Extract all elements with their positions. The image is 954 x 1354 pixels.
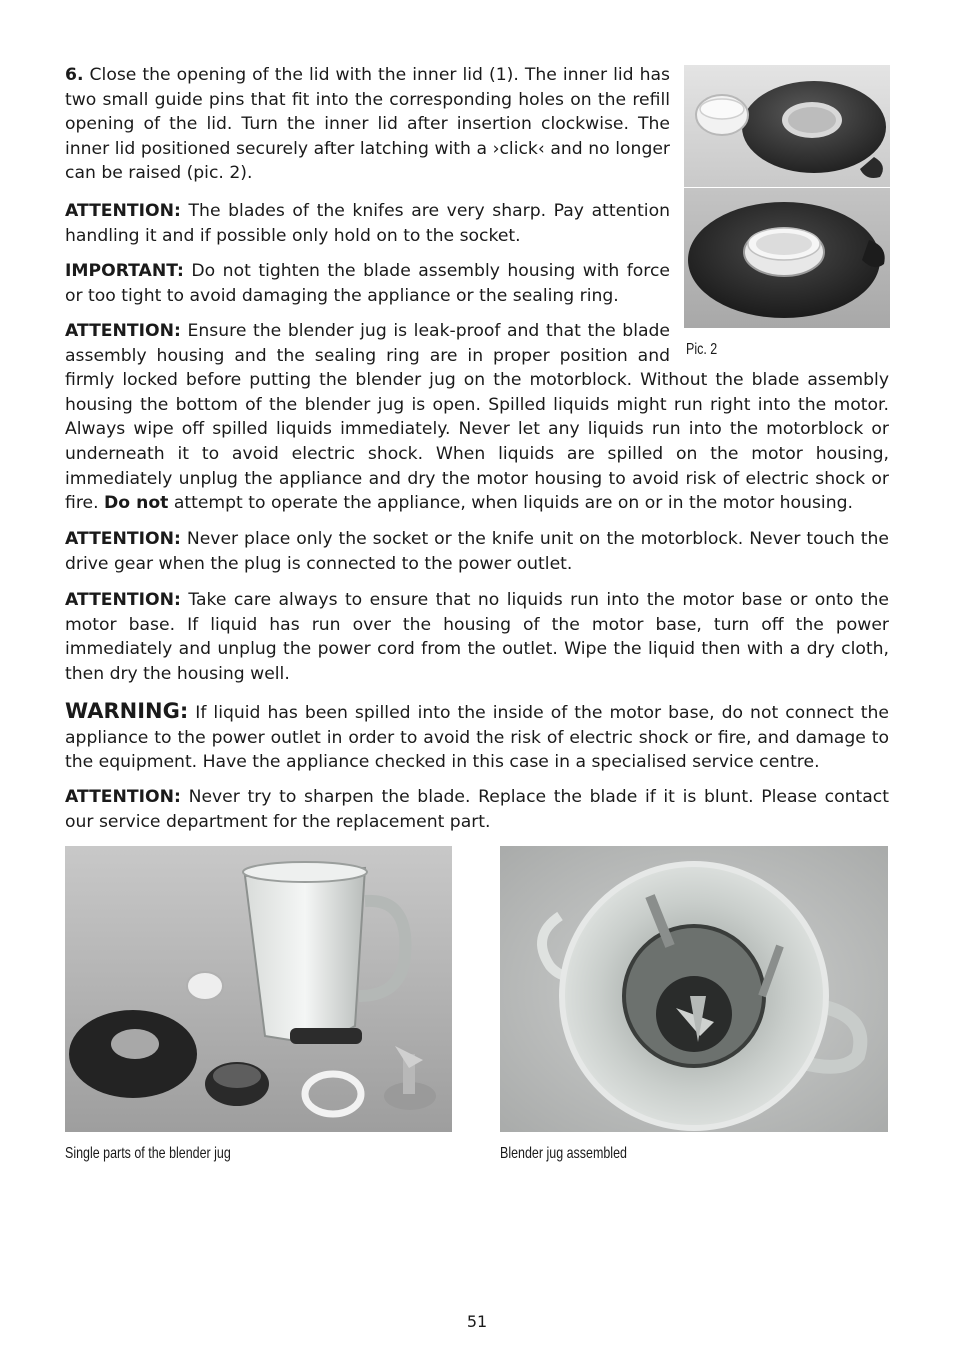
attention-label: ATTENTION:: [65, 201, 181, 221]
single-parts-photo: [65, 846, 452, 1132]
jug-assembled-caption: Blender jug assembled: [500, 1145, 627, 1162]
important-label: IMPORTANT:: [65, 261, 184, 281]
important-paragraph: [65, 259, 670, 308]
attention-label: ATTENTION:: [65, 590, 181, 610]
attention-sharpen-paragraph: [65, 785, 889, 834]
attention-leakproof-paragraph: [65, 319, 889, 516]
pic2-lid-assembled-photo: [684, 188, 890, 328]
page-number: 51: [466, 1312, 488, 1331]
attention-label: ATTENTION:: [65, 529, 181, 549]
attention-label: ATTENTION:: [65, 321, 181, 341]
attention-leakproof-text-end: attempt to operate the appliance, when liquids are on or in the motor housing.: [168, 493, 853, 514]
do-not-label: Do not: [104, 493, 169, 514]
important-text: Do not tighten the blade assembly housing with force or too tight to avoid damaging the appliance or the sealing ring.: [65, 261, 670, 306]
warning-label: WARNING:: [65, 699, 189, 723]
attention-sharpen-text: Never try to sharpen the blade. Replace the blade if it is blunt. Please contact our service department for the replacement part.: [65, 787, 889, 832]
warning-paragraph: [65, 699, 889, 775]
attention-blades-paragraph: [65, 199, 670, 248]
attention-motorbase-text: Take care always to ensure that no liquids run into the motor base or onto the motor base. If liquid has run over the housing of the motor base, turn off the power immediately and unplug the power cord from the outlet. Wipe the liquid then with a dry cloth, then dry the housing well.: [65, 590, 889, 684]
step-6-paragraph: [65, 63, 670, 186]
jug-assembled-photo: [500, 846, 888, 1132]
step-6-text: Close the opening of the lid with the inner lid (1). The inner lid has two small guide pins that fit into the corresponding holes on the refill opening of the lid. Turn the inner lid after insertion clockwise. The inner lid positioned securely after latching with a ›click‹ and no longer can be raised (pic. 2).: [65, 65, 670, 184]
single-parts-caption: Single parts of the blender jug: [65, 1145, 231, 1162]
attention-socket-text: Never place only the socket or the knife unit on the motorblock. Never touch the drive gear when the plug is connected to the power outlet.: [65, 529, 889, 574]
attention-blades-text: The blades of the knifes are very sharp. Pay attention handling it and if possible only hold on to the socket.: [65, 201, 670, 246]
warning-text: If liquid has been spilled into the inside of the motor base, do not connect the appliance to the power outlet in order to avoid the risk of electric shock or fire, and damage to the equipment. Have the appliance checked in this case in a specialised service centre.: [65, 703, 889, 773]
step-number: 6.: [65, 65, 84, 85]
pic2-caption: Pic. 2: [686, 341, 718, 358]
pic2-lid-separate-photo: [684, 65, 890, 187]
attention-leakproof-text: Ensure the blender jug is leak-proof and that the blade assembly housing and the sealing ring are in proper position and firmly locked before putting the blender jug on the motorblock. Without the blade assembly housing the bottom of the blender jug is open. Spilled liquids might run right into the motor. Always wipe off spilled liquids immediately. Never let any liquids run into the motorblock or underneath it to avoid electric shock. When liquids are spilled on the motor housing, immediately unplug the appliance and dry the motor housing to avoid risk of electric shock or fire.: [65, 321, 889, 514]
attention-socket-paragraph: [65, 527, 889, 576]
attention-motorbase-paragraph: [65, 588, 889, 686]
attention-label: ATTENTION:: [65, 787, 181, 807]
